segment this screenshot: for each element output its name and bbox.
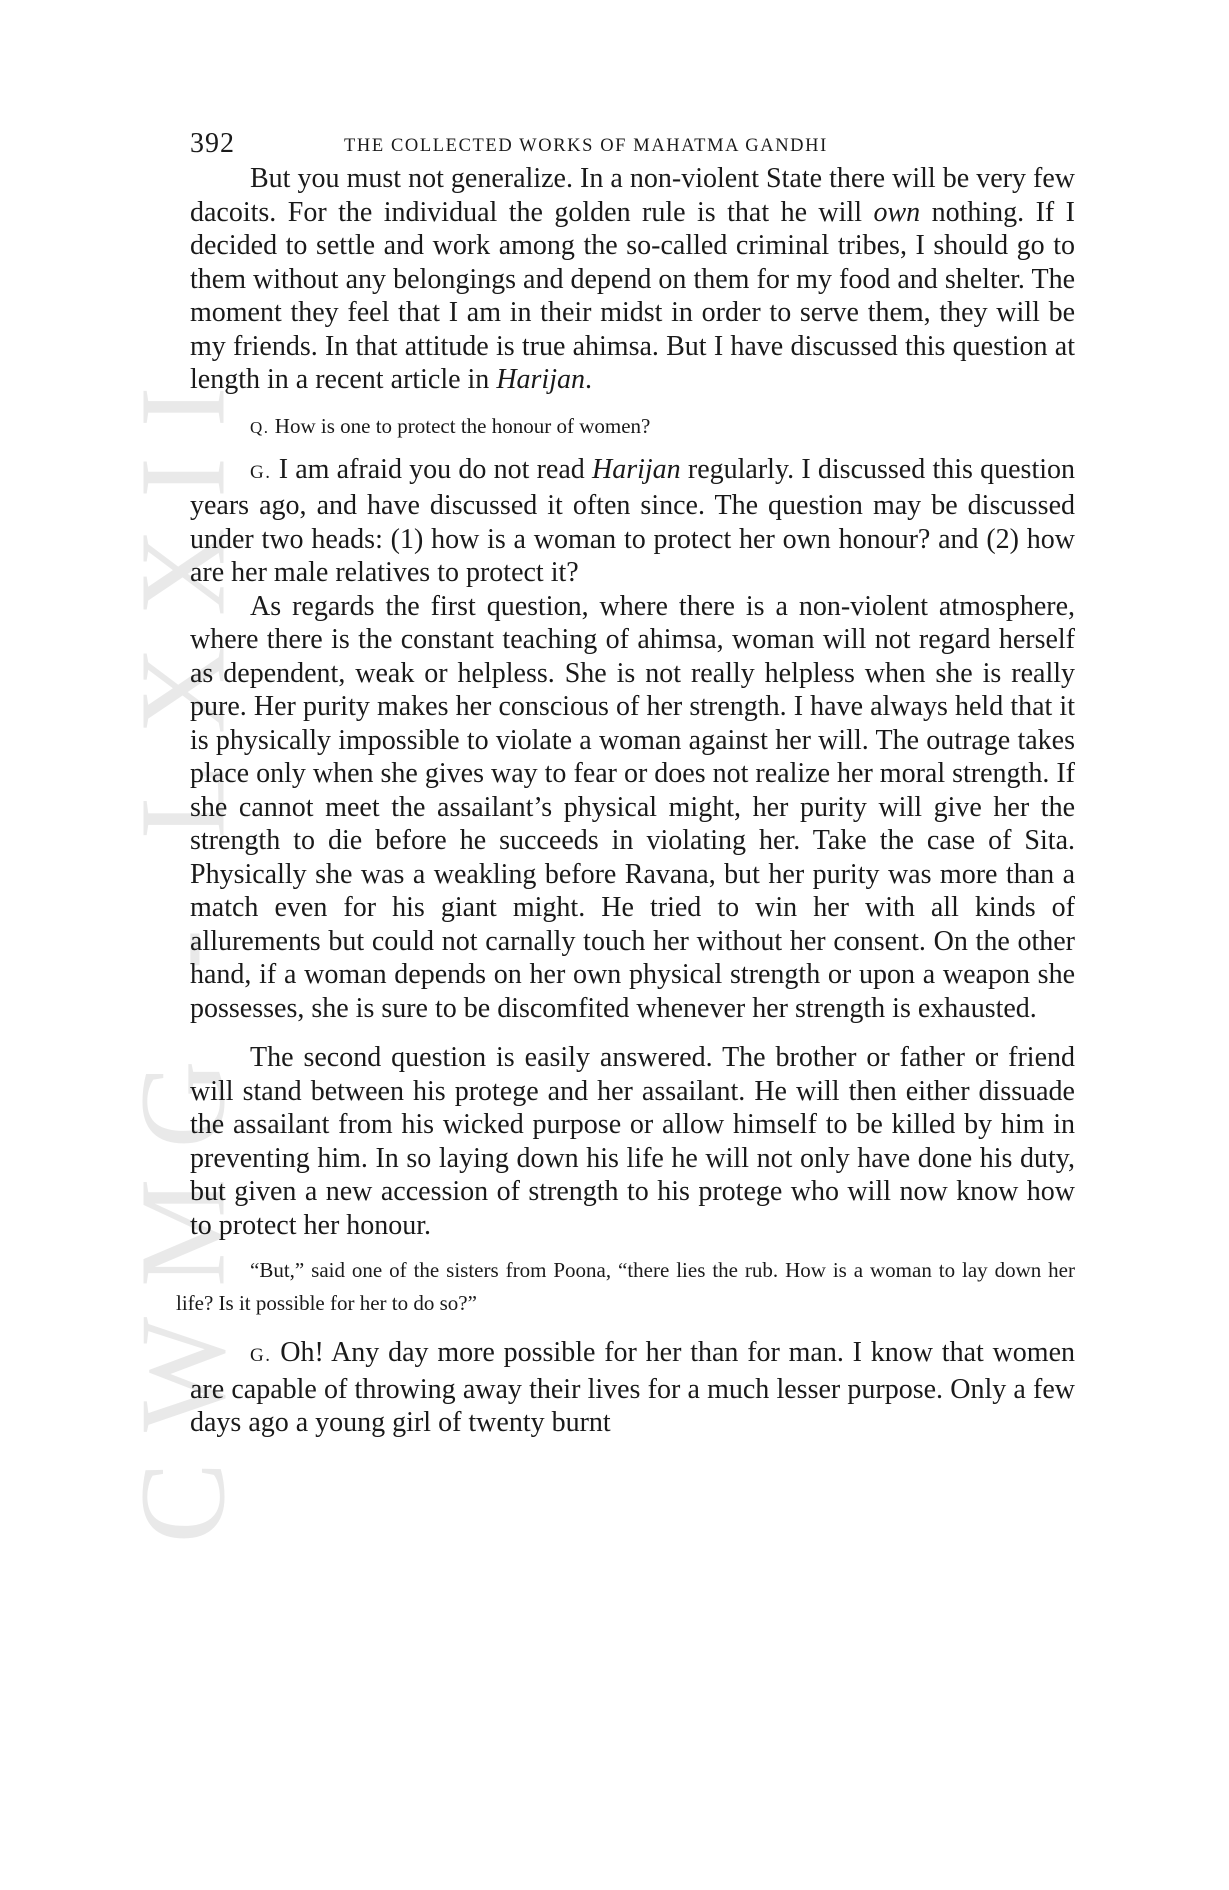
question-text: How is one to protect the honour of women? bbox=[274, 413, 651, 438]
answer-label: G. bbox=[250, 461, 272, 483]
page-number: 392 bbox=[190, 128, 235, 159]
question-label: Q. bbox=[250, 417, 270, 437]
emphasis-own: own bbox=[873, 196, 921, 228]
remark-sisters-from-poona: “But,” said one of the sisters from Poona, “there lies the rub. How is a woman to lay down her life? Is it possible for her to do so?” bbox=[176, 1258, 1075, 1315]
paragraph-first-question: As regards the first question, where there is a non-violent atmosphere, where there is the constant teaching of ahimsa, woman will not regard herself as dependent, weak or helpless. She is not really helpless when she is really pure. Her purity makes her conscious of her strength. I have always held that it is physically impossible to violate a woman against her will. The outrage takes place only when she gives way to fear or does not realize her moral strength. If she cannot meet the assailant’s physical might, her purity will give her the strength to die before he succeeds in violating her. Take the case of Sita. Physically she was a weakling before Ravana, but her purity was more than a match even for his giant might. He tried to win her with all kinds of allurements but could not carnally touch her without her consent. On the other hand, if a woman depends on her own physical strength or upon a weapon she possesses, she is sure to be discomfited whenever her strength is exhausted. bbox=[190, 590, 1075, 1024]
publication-harijan: Harijan bbox=[496, 364, 585, 395]
answer-harijan: G. I am afraid you do not read Harijan regularly. I discussed this question years ago, and have discussed it often since. The question may be discussed under two heads: (1) how is a woman to protect her own honour? and (2) how are her male relatives to protect it? bbox=[190, 453, 1075, 588]
publication-harijan: Harijan bbox=[592, 453, 681, 485]
watermark-text: CWMG - LXXII bbox=[115, 356, 250, 1544]
paragraph-generalize: But you must not generalize. In a non-violent State there will be very few dacoits. For the individual the golden rule is that he will own nothing. If I decided to settle and work among the so-called criminal tribes, I should go to them without any belongings and depend on them for my food and shelter. The moment they feel that I am in their midst in order to serve them, they will be my friends. In that attitude is true ahimsa. But I have discussed this question at length in a recent article in Harijan. bbox=[190, 163, 1076, 395]
question-honour-of-women bbox=[190, 411, 1075, 443]
paragraph-second-question: The second question is easily answered. The brother or father or friend will stand between his protege and her assailant. He will then either dissuade the assailant from his wicked purpose or allow himself to be killed by him in preventing him. In so laying down his life he will not only have done his duty, but given a new accession of strength to his protege who will now know how to protect her honour. bbox=[190, 1042, 1075, 1241]
running-head bbox=[190, 118, 1075, 162]
answer-any-day: G. Oh! Any day more possible for her than for man. I know that women are capable of throwing away their lives for a much lesser purpose. Only a few days ago a young girl of twenty burnt bbox=[190, 1337, 1075, 1438]
answer-label: G. bbox=[250, 1345, 272, 1366]
running-head-title: THE COLLECTED WORKS OF MAHATMA GANDHI bbox=[344, 136, 828, 156]
